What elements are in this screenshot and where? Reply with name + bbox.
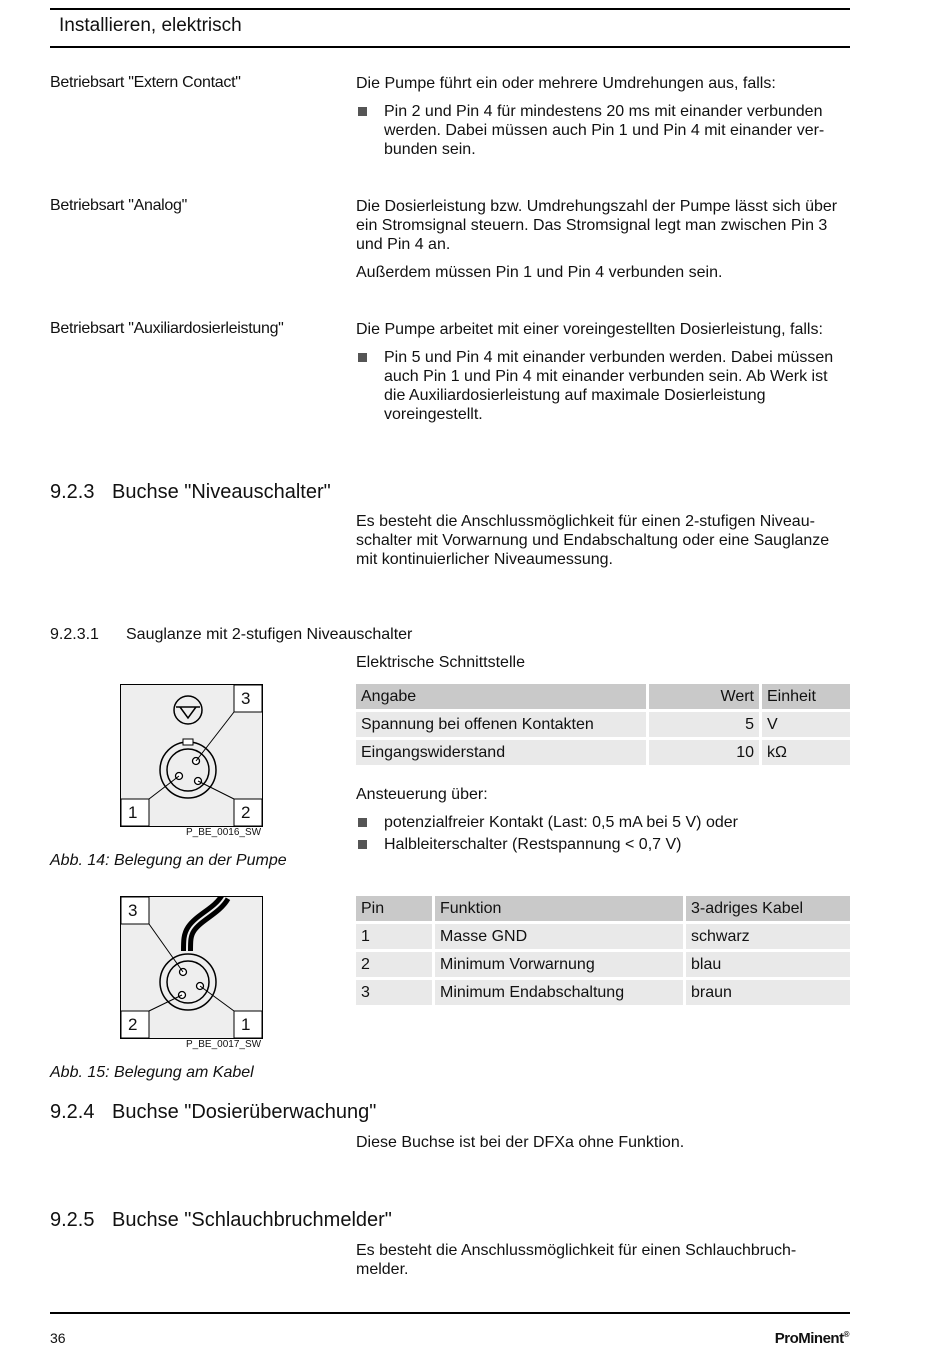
mode-label-analog: Betriebsart "Analog": [50, 197, 187, 214]
header-rule: [50, 46, 850, 48]
section-number: 9.2.3: [50, 481, 95, 503]
mode-intro: Die Dosierleistung bzw. Umdrehungszahl der Pumpe lässt sich über ein Stromsignal steuern. Das Stromsignal legt man zwischen Pin 3 und Pin 4 an.: [356, 198, 838, 253]
table-cell: Spannung bei offenen Kontakten: [356, 712, 646, 737]
table-cell: 2: [356, 952, 432, 977]
mode-extern-contact-text: [356, 74, 850, 159]
mode-intro: Die Pumpe führt ein oder mehrere Umdrehungen aus, falls:: [356, 75, 776, 92]
table-cell: schwarz: [686, 924, 850, 949]
section-title: Buchse "Dosierüberwachung": [112, 1101, 377, 1123]
table-cell: 10: [649, 740, 759, 765]
pin-label: 2: [128, 1015, 138, 1034]
section-number: 9.2.3.1: [50, 626, 99, 643]
control-label: Ansteuerung über:: [356, 786, 488, 803]
table-cell: Minimum Endabschaltung: [435, 980, 683, 1005]
table-header-cell: Einheit: [762, 684, 850, 709]
mode-extra: Außerdem müssen Pin 1 und Pin 4 verbunden sein.: [356, 264, 723, 281]
section-9-2-5-text: Es besteht die Anschlussmöglichkeit für einen Schlauchbruch-melder.: [356, 1242, 797, 1278]
table-header-cell: Angabe: [356, 684, 646, 709]
figure-caption: Abb. 14: Belegung an der Pumpe: [50, 852, 287, 869]
figure-code: P_BE_0017_SW: [186, 1039, 262, 1050]
table-row: [356, 924, 850, 949]
bullet-item: Pin 2 und Pin 4 für mindestens 20 ms mit einander verbunden werden. Dabei müssen auch Pin 1 und Pin 4 mit einander ver-bunden sein.: [356, 102, 839, 159]
mode-label-auxiliar: Betriebsart "Auxiliardosierleistung": [50, 320, 284, 337]
registered-mark: ®: [843, 1330, 849, 1339]
table-cell: V: [762, 712, 850, 737]
pin-label: 2: [241, 803, 251, 822]
table-cell: Minimum Vorwarnung: [435, 952, 683, 977]
table-cell: braun: [686, 980, 850, 1005]
figure-code: P_BE_0016_SW: [186, 827, 262, 838]
pin-assignment-table: [353, 893, 853, 1008]
table-row: [356, 980, 850, 1005]
section-title: Sauglanze mit 2-stufigen Niveauschalter: [126, 626, 413, 643]
page-number: 36: [50, 1330, 66, 1346]
bullet-item: potenzialfreier Kontakt (Last: 0,5 mA bei 5 V) oder: [356, 813, 850, 832]
table-header-row: [356, 684, 850, 709]
section-heading-9-2-3: [50, 481, 331, 504]
table-cell: 1: [356, 924, 432, 949]
top-rule: [50, 8, 850, 10]
pin-label: 3: [241, 689, 251, 708]
section-9-2-4-text: Diese Buchse ist bei der DFXa ohne Funktion.: [356, 1134, 685, 1151]
section-number: 9.2.4: [50, 1101, 95, 1123]
pin-label: 1: [128, 803, 138, 822]
table-cell: Masse GND: [435, 924, 683, 949]
section-9-2-3-text: Es besteht die Anschlussmöglichkeit für einen 2-stufigen Niveau-schalter mit Vorwarnung und Endabschaltung oder eine Sauglanze mit kontinuierlicher Niveaumessung.: [356, 513, 830, 568]
table-header-cell: Pin: [356, 896, 432, 921]
control-list: [356, 813, 850, 854]
interface-subtitle: Elektrische Schnittstelle: [356, 654, 525, 671]
mode-label-extern-contact: Betriebsart "Extern Contact": [50, 74, 241, 91]
footer-rule: [50, 1312, 850, 1314]
table-row: [356, 712, 850, 737]
brand-logo: [775, 1330, 849, 1347]
table-header-cell: 3-adriges Kabel: [686, 896, 850, 921]
table-header-cell: Funktion: [435, 896, 683, 921]
section-title: Buchse "Niveauschalter": [112, 481, 331, 503]
table-cell: 3: [356, 980, 432, 1005]
section-title: Buchse "Schlauchbruchmelder": [112, 1209, 392, 1231]
brand-name: ProMinent: [774, 1330, 844, 1347]
page-header-title: Installieren, elektrisch: [59, 15, 242, 36]
table-cell: blau: [686, 952, 850, 977]
mode-intro: Die Pumpe arbeitet mit einer voreingestellten Dosierleistung, falls:: [356, 321, 823, 338]
table-header-row: [356, 896, 850, 921]
section-heading-9-2-5: [50, 1209, 392, 1232]
table-cell: 5: [649, 712, 759, 737]
table-cell: Eingangswiderstand: [356, 740, 646, 765]
bullet-item: Halbleiterschalter (Restspannung < 0,7 V): [356, 835, 850, 854]
pin-label: 1: [241, 1015, 251, 1034]
section-heading-9-2-4: [50, 1101, 376, 1124]
section-heading-9-2-3-1: [50, 626, 412, 644]
bullet-item: Pin 5 und Pin 4 mit einander verbunden werden. Dabei müssen auch Pin 1 und Pin 4 mit einander verbunden sein. Ab Werk ist die Auxiliardosierleistung auf maximale Dosierleistung voreingestellt.: [356, 348, 849, 424]
pump-socket-figure: [120, 684, 263, 827]
electrical-interface-table: [353, 681, 853, 768]
figure-caption: Abb. 15: Belegung am Kabel: [50, 1064, 254, 1081]
table-row: [356, 952, 850, 977]
pin-label: 3: [128, 901, 138, 920]
table-header-cell: Wert: [649, 684, 759, 709]
cable-plug-figure: [120, 896, 263, 1039]
mode-analog-text: [356, 197, 850, 282]
section-number: 9.2.5: [50, 1209, 95, 1231]
level-symbol-icon: [174, 696, 202, 724]
mode-auxiliar-text: [356, 320, 850, 424]
table-row: [356, 740, 850, 765]
table-cell: kΩ: [762, 740, 850, 765]
